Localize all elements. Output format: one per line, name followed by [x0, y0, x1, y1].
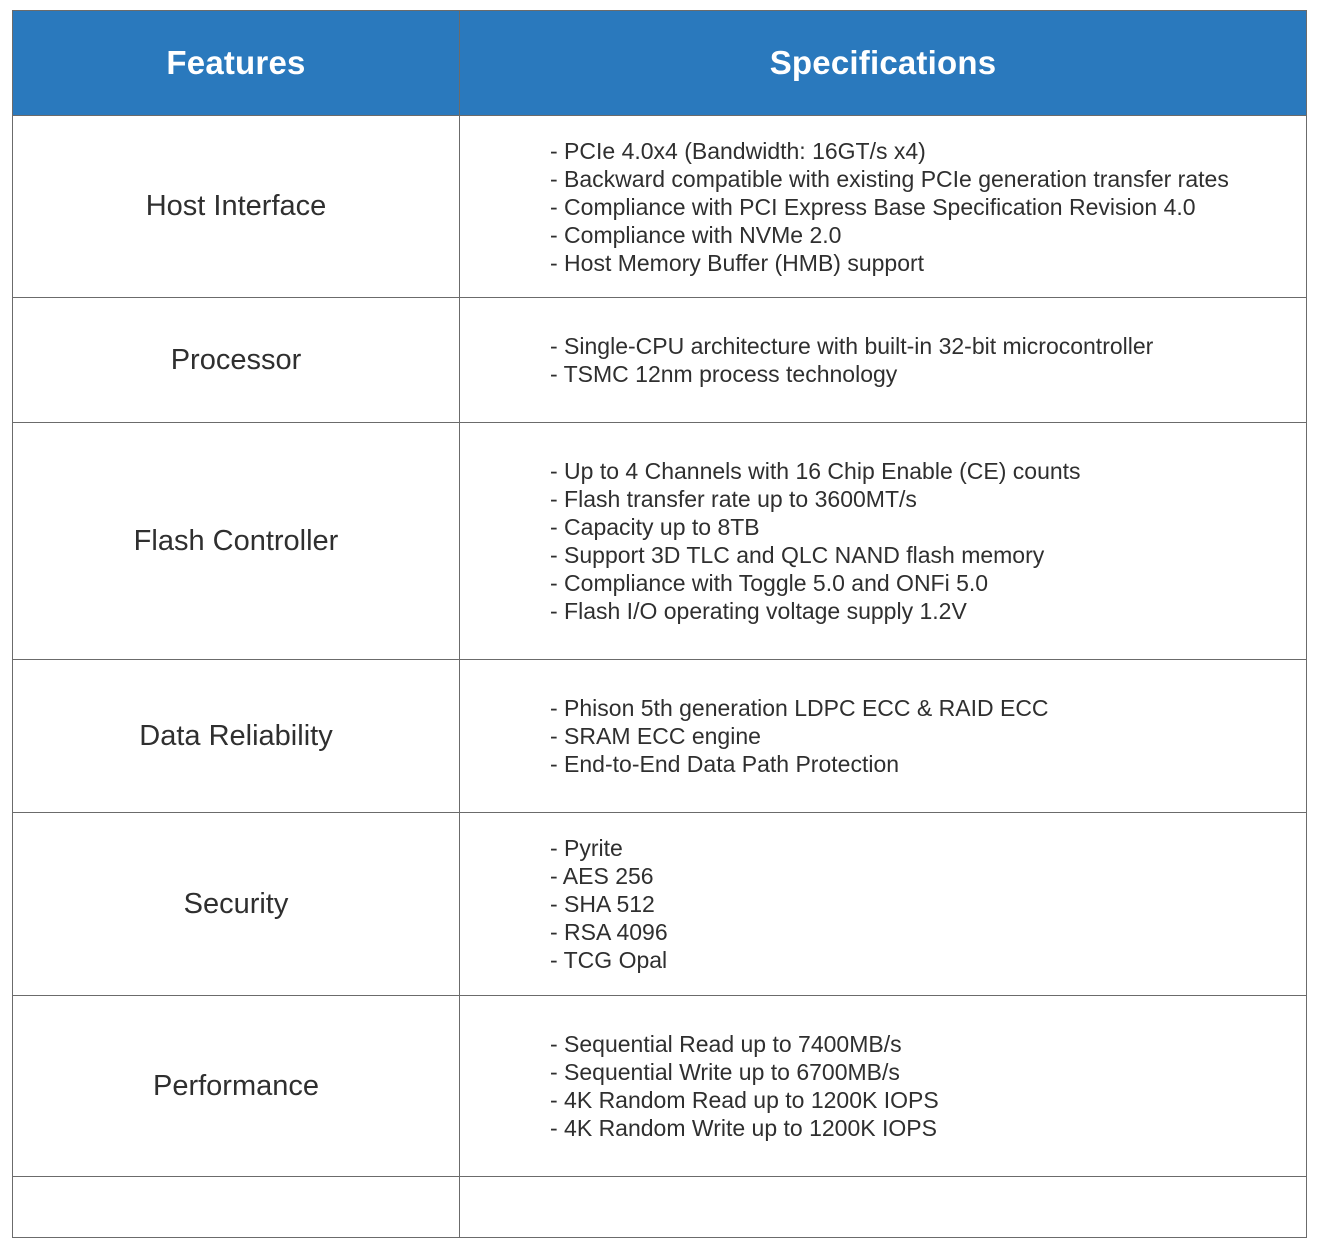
table-header-row [13, 11, 1307, 116]
spec-item: - SRAM ECC engine [550, 723, 761, 749]
spec-item: - Compliance with NVMe 2.0 [550, 221, 842, 248]
spec-item: - Single-CPU architecture with built-in 32-bit microcontroller [550, 333, 1154, 359]
spec-item: - End-to-End Data Path Protection [550, 751, 900, 777]
feature-cell-empty [13, 1177, 460, 1238]
spec-item: - 4K Random Read up to 1200K IOPS [550, 1087, 939, 1113]
specs-security [460, 813, 1307, 996]
spec-item: - Sequential Write up to 6700MB/s [550, 1059, 900, 1085]
spec-item: - Flash I/O operating voltage supply 1.2V [550, 598, 967, 624]
feature-security: Security [13, 813, 460, 996]
feature-flash-controller: Flash Controller [13, 423, 460, 660]
spec-item: - TCG Opal [550, 947, 668, 973]
spec-item: - Flash transfer rate up to 3600MT/s [550, 486, 917, 512]
spec-item: - SHA 512 [550, 891, 655, 917]
feature-data-reliability: Data Reliability [13, 660, 460, 813]
spec-table [12, 10, 1307, 1238]
spec-list [550, 1030, 1296, 1142]
table-row-partial [13, 1177, 1307, 1238]
table-row [13, 116, 1307, 298]
spec-list [550, 457, 1296, 625]
feature-host-interface: Host Interface [13, 116, 460, 298]
spec-item: - Backward compatible with existing PCIe generation transfer rates [550, 165, 1229, 192]
spec-item: - Host Memory Buffer (HMB) support [550, 249, 925, 276]
spec-item: - AES 256 [550, 863, 654, 889]
spec-item: - 4K Random Write up to 1200K IOPS [550, 1115, 937, 1141]
spec-item: - RSA 4096 [550, 919, 668, 945]
spec-list [550, 332, 1296, 388]
specs-host-interface [460, 116, 1307, 298]
spec-item: - TSMC 12nm process technology [550, 361, 898, 387]
spec-item: - Up to 4 Channels with 16 Chip Enable (CE) counts [550, 458, 1081, 484]
table-row [13, 996, 1307, 1177]
spec-list [550, 834, 1296, 974]
specs-data-reliability [460, 660, 1307, 813]
spec-item: - Phison 5th generation LDPC ECC & RAID ECC [550, 695, 1049, 721]
spec-item: - Pyrite [550, 835, 623, 861]
specifications-header: Specifications [460, 11, 1307, 116]
spec-item: - Capacity up to 8TB [550, 514, 760, 540]
table-row [13, 660, 1307, 813]
spec-item: - Sequential Read up to 7400MB/s [550, 1031, 902, 1057]
specs-performance [460, 996, 1307, 1177]
spec-list [550, 694, 1296, 778]
spec-item: - Compliance with PCI Express Base Specification Revision 4.0 [550, 193, 1196, 220]
spec-item: - Support 3D TLC and QLC NAND flash memory [550, 542, 1045, 568]
feature-processor: Processor [13, 298, 460, 423]
spec-item: - PCIe 4.0x4 (Bandwidth: 16GT/s x4) [550, 137, 926, 164]
specs-flash-controller [460, 423, 1307, 660]
feature-performance: Performance [13, 996, 460, 1177]
spec-list [550, 137, 1296, 277]
specs-processor [460, 298, 1307, 423]
specs-cell-empty [460, 1177, 1307, 1238]
table-row [13, 298, 1307, 423]
spec-item: - Compliance with Toggle 5.0 and ONFi 5.0 [550, 570, 989, 596]
table-row [13, 813, 1307, 996]
features-header: Features [13, 11, 460, 116]
table-row [13, 423, 1307, 660]
